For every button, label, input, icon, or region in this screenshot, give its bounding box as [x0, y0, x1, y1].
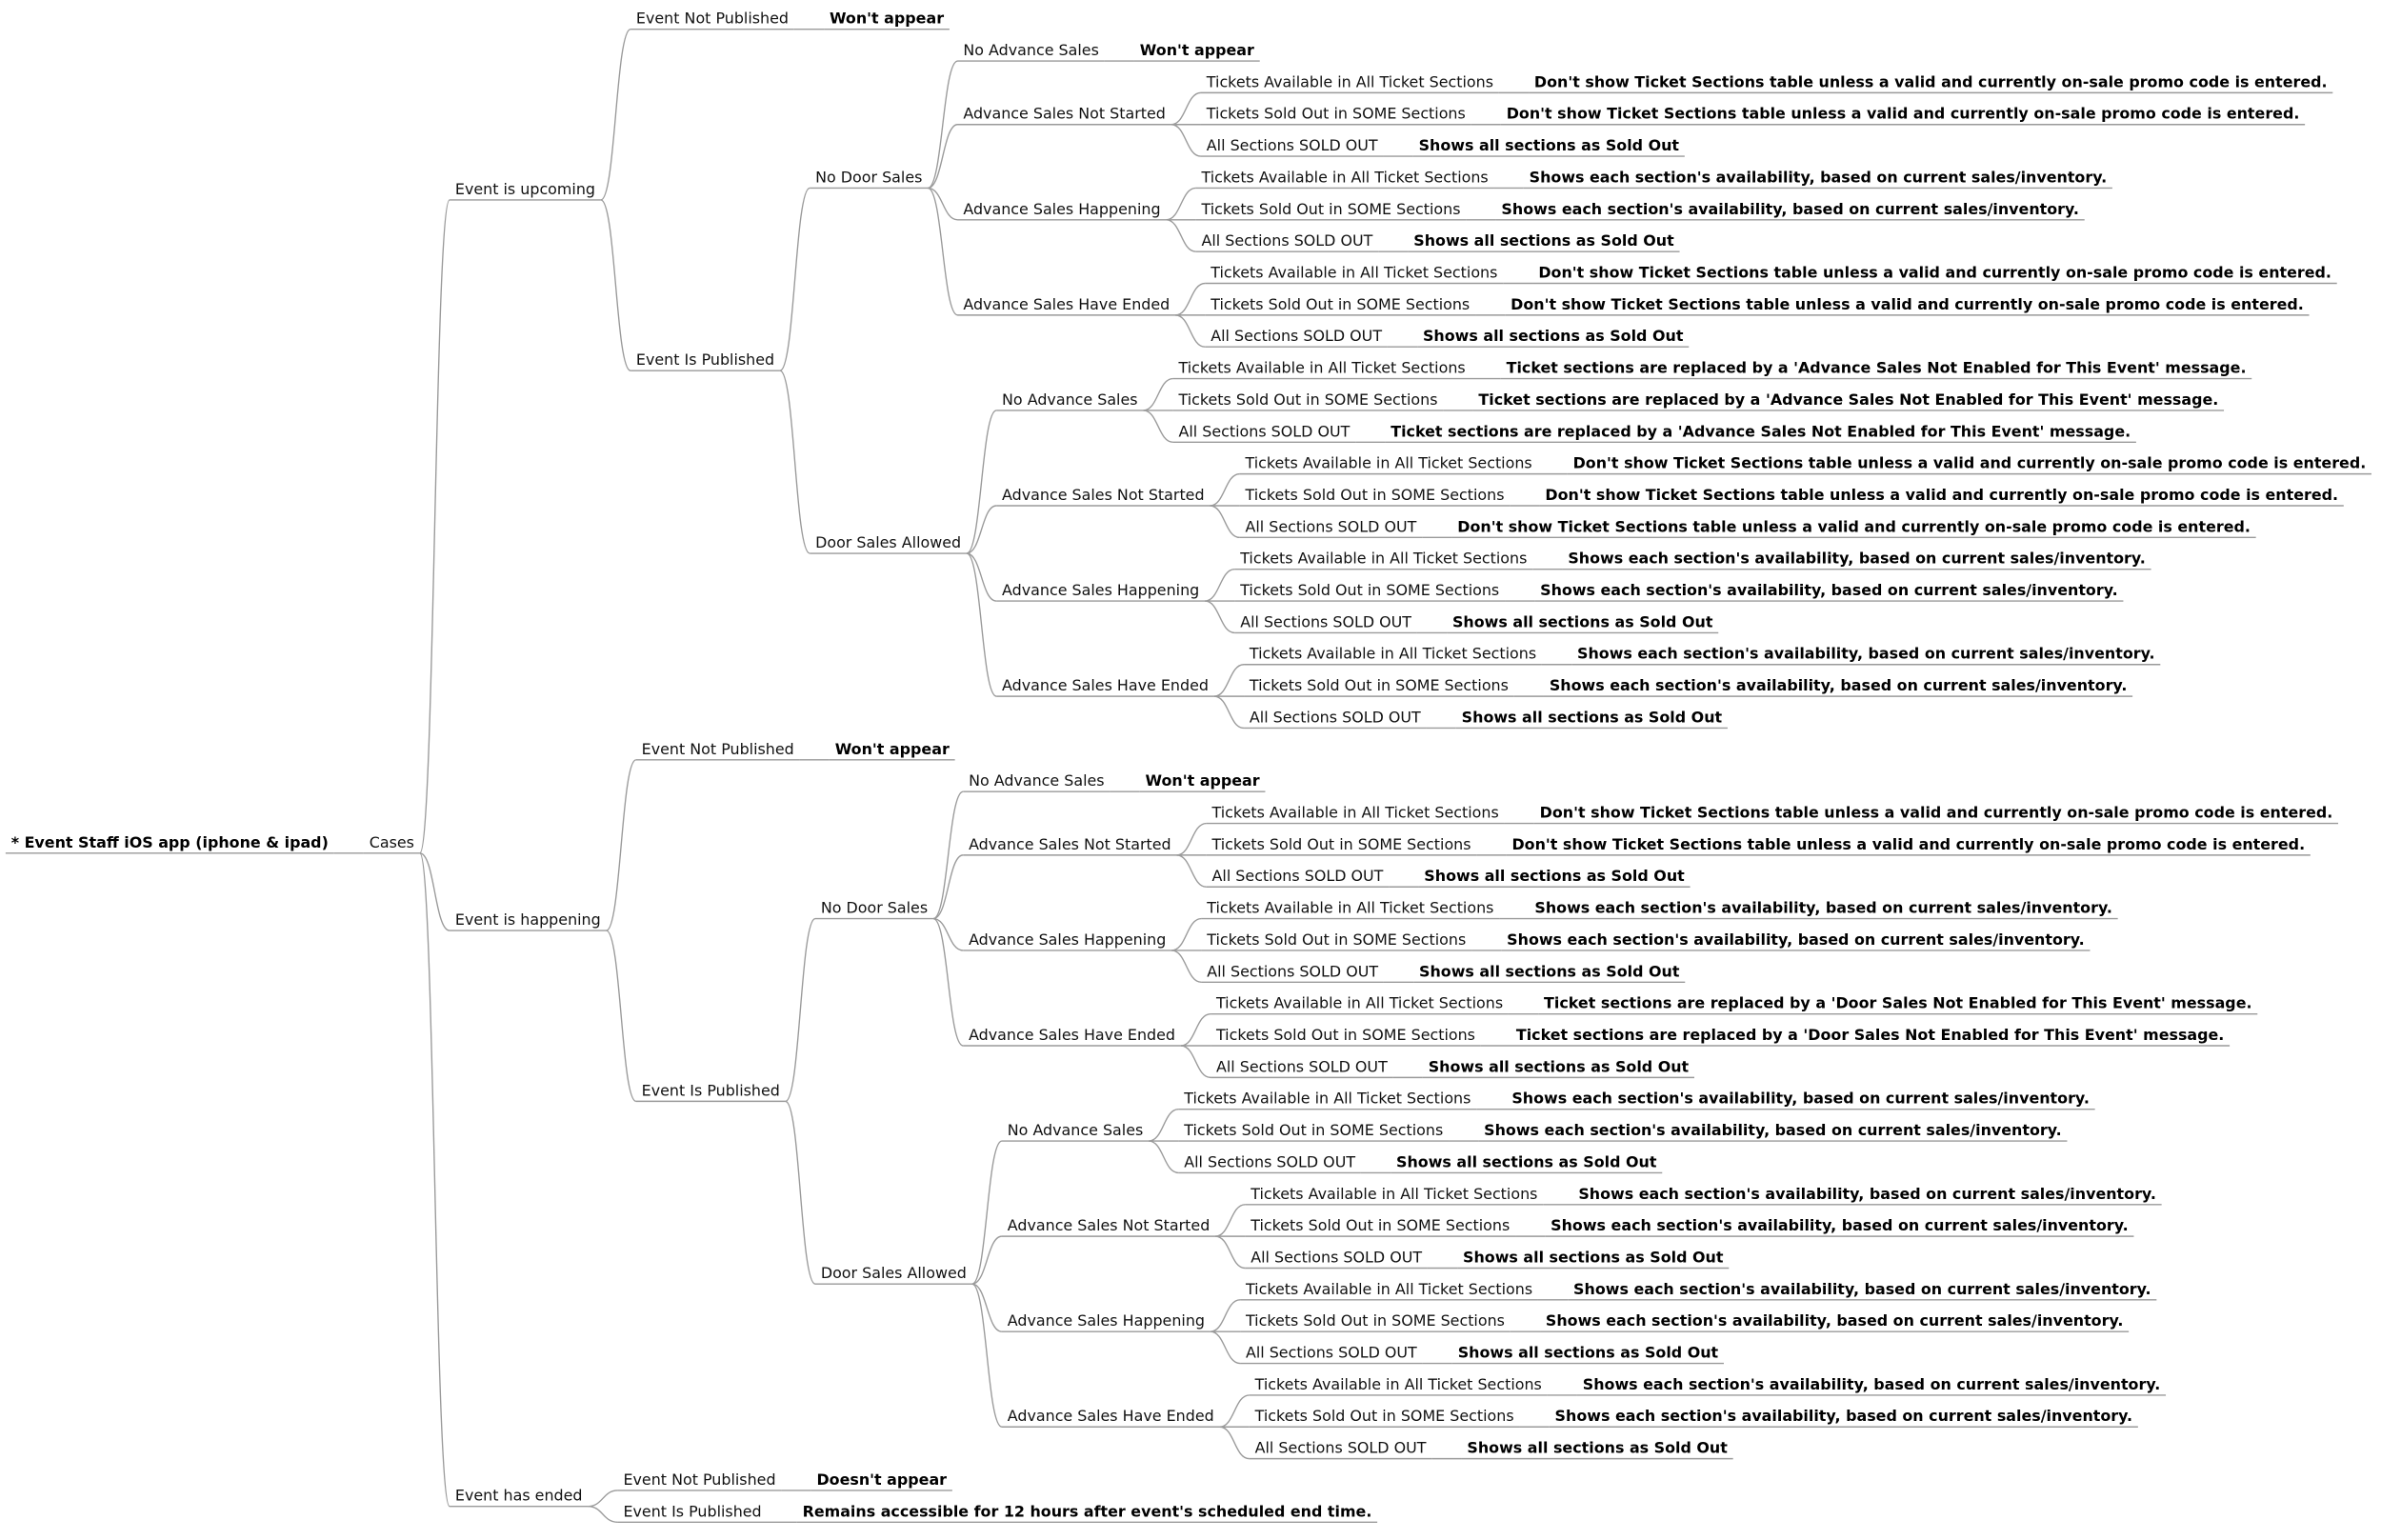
- branch-label: All Sections SOLD OUT: [1254, 1438, 1427, 1457]
- branch-label: Advance Sales Have Ended: [969, 1025, 1176, 1045]
- branch-label: Event Not Published: [623, 1470, 776, 1490]
- branch-label: Tickets Sold Out in SOME Sections: [1211, 294, 1471, 313]
- branch-label: Door Sales Allowed: [815, 532, 962, 552]
- connector-line: [1166, 188, 1195, 219]
- leaf-outcome-label: Shows all sections as Sold Out: [1467, 1438, 1728, 1457]
- branch-label: Event Is Published: [635, 350, 775, 370]
- connector-line: [1205, 570, 1234, 601]
- connector-line: [1175, 315, 1205, 347]
- connector-line: [1181, 1014, 1211, 1046]
- branch-label: Advance Sales Happening: [1002, 580, 1200, 600]
- branch-label: Advance Sales Have Ended: [1002, 675, 1209, 695]
- branch-label: Advance Sales Have Ended: [963, 294, 1170, 313]
- branch-label: Tickets Sold Out in SOME Sections: [1211, 834, 1471, 853]
- connector-line: [1214, 665, 1244, 696]
- connector-line: [1211, 1331, 1240, 1363]
- branch-label: Cases: [369, 832, 414, 851]
- connector-line: [1215, 1236, 1245, 1268]
- branch-label: No Door Sales: [820, 898, 929, 917]
- branch-label: Advance Sales Happening: [1007, 1311, 1206, 1330]
- leaf-outcome-label: Shows each section's availability, based on current sales/inventory.: [1529, 168, 2108, 187]
- leaf-outcome-label: Doesn't appear: [816, 1470, 948, 1490]
- leaf-outcome-label: Ticket sections are replaced by a 'Advance Sales Not Enabled for This Event' message.: [1478, 390, 2219, 409]
- connector-line: [1143, 410, 1172, 442]
- connector-line: [967, 506, 996, 553]
- leaf-outcome-label: Ticket sections are replaced by a 'Advance Sales Not Enabled for This Event' message.: [1391, 422, 2131, 441]
- leaf-outcome-label: Remains accessible for 12 hours after event's scheduled end time.: [802, 1502, 1372, 1521]
- branch-label: Event is happening: [454, 910, 601, 930]
- leaf-outcome-label: Shows all sections as Sold Out: [1424, 867, 1685, 886]
- connector-line: [933, 855, 963, 919]
- connector-line: [967, 553, 996, 601]
- leaf-outcome-label: Ticket sections are replaced by a 'Door Sales Not Enabled for This Event' message.: [1544, 993, 2252, 1012]
- branch-label: All Sections SOLD OUT: [1251, 1248, 1423, 1267]
- branch-label: Tickets Available in All Ticket Sections: [1254, 1374, 1542, 1393]
- connector-line: [780, 370, 810, 553]
- connector-line: [1171, 919, 1201, 950]
- leaf-outcome-label: Don't show Ticket Sections table unless a valid and currently on-sale promo code is entered.: [1533, 72, 2328, 91]
- connector-line: [1210, 506, 1239, 537]
- leaf-outcome-label: Shows all sections as Sold Out: [1451, 612, 1713, 631]
- leaf-outcome-label: Ticket sections are replaced by a 'Advance Sales Not Enabled for This Event' message.: [1506, 358, 2247, 377]
- branch-label: Tickets Available in All Ticket Sections: [1211, 803, 1499, 822]
- leaf-outcome-label: Shows all sections as Sold Out: [1419, 962, 1680, 981]
- connector-line: [1171, 950, 1201, 982]
- connector-line: [1149, 1110, 1178, 1141]
- branch-label: Event is upcoming: [454, 179, 596, 199]
- branch-label: All Sections SOLD OUT: [1245, 517, 1417, 536]
- leaf-outcome-label: Won't appear: [1139, 40, 1254, 60]
- branch-label: Tickets Sold Out in SOME Sections: [1240, 580, 1500, 600]
- connector-line: [972, 1284, 1002, 1331]
- leaf-outcome-label: Shows all sections as Sold Out: [1422, 327, 1684, 346]
- connector-line: [1220, 1395, 1250, 1427]
- leaf-outcome-label: Don't show Ticket Sections table unless a valid and currently on-sale promo code is entered.: [1506, 104, 2300, 123]
- connector-line: [1210, 474, 1239, 506]
- branch-label: Advance Sales Happening: [969, 930, 1167, 949]
- leaf-outcome-label: Ticket sections are replaced by a 'Door Sales Not Enabled for This Event' message.: [1515, 1025, 2225, 1045]
- leaf-outcome-label: Don't show Ticket Sections table unless a valid and currently on-sale promo code is entered.: [1457, 517, 2251, 536]
- connector-line: [1205, 601, 1234, 632]
- branch-label: Tickets Sold Out in SOME Sections: [1184, 1120, 1444, 1140]
- branch-label: Tickets Sold Out in SOME Sections: [1215, 1025, 1475, 1045]
- connector-line: [1214, 696, 1244, 728]
- leaf-outcome-label: Shows each section's availability, based on current sales/inventory.: [1507, 930, 2085, 949]
- leaf-outcome-label: Shows each section's availability, based on current sales/inventory.: [1534, 898, 2112, 917]
- branch-label: Advance Sales Happening: [963, 199, 1161, 218]
- leaf-outcome-label: Shows each section's availability, based on current sales/inventory.: [1511, 1089, 2090, 1108]
- connector-line: [972, 1141, 1002, 1284]
- leaf-outcome-label: Shows each section's availability, based on current sales/inventory.: [1549, 675, 2128, 695]
- branch-label: Tickets Available in All Ticket Sections: [1178, 358, 1466, 377]
- branch-label: Tickets Available in All Ticket Sections: [1240, 549, 1528, 568]
- branch-label: All Sections SOLD OUT: [1249, 708, 1421, 727]
- connector-line: [1220, 1427, 1250, 1458]
- leaf-outcome-label: Won't appear: [829, 9, 945, 28]
- leaf-outcome-label: Won't appear: [1145, 770, 1260, 790]
- connector-line: [1149, 1141, 1178, 1172]
- leaf-outcome-label: Don't show Ticket Sections table unless a valid and currently on-sale promo code is entered.: [1511, 834, 2306, 853]
- branch-label: Tickets Sold Out in SOME Sections: [1245, 1311, 1505, 1330]
- leaf-outcome-label: Shows all sections as Sold Out: [1428, 1057, 1690, 1076]
- branch-label: No Advance Sales: [1002, 390, 1138, 409]
- leaf-outcome-label: Shows each section's availability, based on current sales/inventory.: [1573, 1279, 2151, 1298]
- branch-label: Tickets Sold Out in SOME Sections: [1254, 1407, 1514, 1426]
- connector-line: [928, 125, 957, 189]
- connector-line: [420, 200, 450, 853]
- branch-label: All Sections SOLD OUT: [1178, 422, 1351, 441]
- branch-label: Tickets Available in All Ticket Sections: [1201, 168, 1489, 187]
- branch-label: Tickets Available in All Ticket Sections: [1245, 453, 1532, 472]
- connector-line: [1181, 1046, 1211, 1077]
- branch-label: Tickets Sold Out in SOME Sections: [1251, 1215, 1511, 1235]
- leaf-outcome-label: Shows each section's availability, based on current sales/inventory.: [1554, 1407, 2133, 1426]
- connector-line: [588, 1490, 617, 1507]
- connector-line: [607, 760, 636, 930]
- branch-label: All Sections SOLD OUT: [1215, 1057, 1388, 1076]
- leaf-outcome-label: Shows each section's availability, based on current sales/inventory.: [1540, 580, 2118, 600]
- branch-label: All Sections SOLD OUT: [1211, 327, 1383, 346]
- leaf-outcome-label: Shows each section's availability, based on current sales/inventory.: [1578, 1184, 2156, 1203]
- branch-label: Event Is Published: [641, 1081, 780, 1100]
- connector-line: [607, 930, 636, 1101]
- branch-label: Tickets Available in All Ticket Sections: [1245, 1279, 1533, 1298]
- leaf-outcome-label: Won't appear: [834, 739, 950, 758]
- leaf-outcome-label: Shows all sections as Sold Out: [1418, 135, 1680, 155]
- branch-label: No Advance Sales: [963, 40, 1099, 60]
- leaf-outcome-label: Don't show Ticket Sections table unless a valid and currently on-sale promo code is entered.: [1572, 453, 2367, 472]
- branch-label: Tickets Available in All Ticket Sections: [1211, 263, 1498, 282]
- branch-label: Door Sales Allowed: [820, 1263, 967, 1283]
- branch-label: All Sections SOLD OUT: [1206, 135, 1378, 155]
- branch-label: Advance Sales Not Started: [963, 104, 1166, 123]
- leaf-outcome-label: Shows all sections as Sold Out: [1396, 1152, 1657, 1171]
- connector-line: [588, 1507, 617, 1523]
- leaf-outcome-label: Don't show Ticket Sections table unless a valid and currently on-sale promo code is entered.: [1511, 294, 2304, 313]
- leaf-outcome-label: Shows all sections as Sold Out: [1461, 708, 1723, 727]
- branch-label: All Sections SOLD OUT: [1207, 962, 1379, 981]
- connector-line: [420, 853, 450, 1507]
- leaf-outcome-label: Shows all sections as Sold Out: [1457, 1343, 1719, 1362]
- branch-label: Tickets Sold Out in SOME Sections: [1201, 199, 1461, 218]
- branch-label: All Sections SOLD OUT: [1211, 867, 1384, 886]
- branch-label: Tickets Sold Out in SOME Sections: [1245, 485, 1505, 505]
- connector-line: [420, 853, 450, 930]
- connector-line: [928, 188, 957, 314]
- connector-line: [967, 410, 996, 553]
- connector-line: [1176, 824, 1206, 855]
- branch-label: No Advance Sales: [1007, 1120, 1144, 1140]
- branch-label: Tickets Sold Out in SOME Sections: [1206, 104, 1466, 123]
- branch-label: Advance Sales Have Ended: [1007, 1407, 1214, 1426]
- branch-label: Tickets Available in All Ticket Sections: [1206, 72, 1494, 91]
- branch-label: Tickets Available in All Ticket Sections: [1249, 644, 1537, 663]
- connector-line: [1143, 379, 1172, 410]
- connector-line: [1175, 284, 1205, 315]
- branch-label: Event Not Published: [641, 739, 794, 758]
- connector-line: [1166, 220, 1195, 251]
- leaf-outcome-label: Shows each section's availability, based on current sales/inventory.: [1577, 644, 2155, 663]
- branch-label: Tickets Sold Out in SOME Sections: [1207, 930, 1467, 949]
- branch-label: Event Is Published: [623, 1502, 762, 1521]
- connector-line: [933, 791, 963, 918]
- connector-line: [601, 30, 630, 200]
- connector-line: [1211, 1300, 1240, 1331]
- connector-line: [786, 919, 815, 1102]
- branch-label: All Sections SOLD OUT: [1201, 230, 1373, 250]
- connector-line: [1171, 92, 1201, 124]
- leaf-outcome-label: Don't show Ticket Sections table unless a valid and currently on-sale promo code is entered.: [1545, 485, 2339, 505]
- connector-line: [1176, 855, 1206, 887]
- leaf-outcome-label: Shows each section's availability, based on current sales/inventory.: [1582, 1374, 2161, 1393]
- branch-label: Event Not Published: [635, 9, 790, 28]
- branch-label: Advance Sales Not Started: [969, 834, 1171, 853]
- leaf-outcome-label: Shows each section's availability, based on current sales/inventory.: [1551, 1215, 2129, 1235]
- branch-label: Advance Sales Not Started: [1002, 485, 1205, 505]
- connector-line: [1171, 125, 1201, 156]
- connector-line: [601, 200, 630, 370]
- branch-label: Tickets Available in All Ticket Sections: [1184, 1089, 1471, 1108]
- connector-line: [1215, 1205, 1245, 1236]
- branch-label: Tickets Sold Out in SOME Sections: [1249, 675, 1509, 695]
- leaf-outcome-label: Shows each section's availability, based on current sales/inventory.: [1501, 199, 2079, 218]
- branch-label: Tickets Sold Out in SOME Sections: [1178, 390, 1438, 409]
- branch-label: No Advance Sales: [969, 770, 1105, 790]
- leaf-outcome-label: Don't show Ticket Sections table unless a valid and currently on-sale promo code is entered.: [1538, 263, 2331, 282]
- connector-line: [928, 61, 957, 188]
- leaf-outcome-label: Shows all sections as Sold Out: [1463, 1248, 1724, 1267]
- branch-label: All Sections SOLD OUT: [1240, 612, 1412, 631]
- connector-line: [967, 553, 996, 696]
- branch-label: Advance Sales Not Started: [1007, 1215, 1211, 1235]
- connector-line: [933, 919, 963, 1046]
- branch-label: All Sections SOLD OUT: [1245, 1343, 1417, 1362]
- connector-line: [786, 1101, 815, 1284]
- branch-label: Tickets Available in All Ticket Sections: [1207, 898, 1494, 917]
- root-topic-label: * Event Staff iOS app (iphone & ipad): [10, 832, 329, 851]
- leaf-outcome-label: Shows each section's availability, based on current sales/inventory.: [1484, 1120, 2062, 1140]
- branch-label: All Sections SOLD OUT: [1184, 1152, 1356, 1171]
- branch-label: Tickets Available in All Ticket Sections: [1251, 1184, 1538, 1203]
- leaf-outcome-label: Don't show Ticket Sections table unless a valid and currently on-sale promo code is entered.: [1539, 803, 2333, 822]
- connector-line: [972, 1284, 1002, 1427]
- leaf-outcome-label: Shows each section's availability, based on current sales/inventory.: [1568, 549, 2146, 568]
- leaf-outcome-label: Shows all sections as Sold Out: [1413, 230, 1674, 250]
- connector-line: [972, 1236, 1002, 1284]
- leaf-outcome-label: Shows each section's availability, based on current sales/inventory.: [1545, 1311, 2124, 1330]
- connector-line: [780, 188, 810, 370]
- branch-label: Tickets Available in All Ticket Sections: [1215, 993, 1504, 1012]
- branch-label: Event has ended: [454, 1486, 583, 1505]
- branch-label: No Door Sales: [815, 168, 923, 187]
